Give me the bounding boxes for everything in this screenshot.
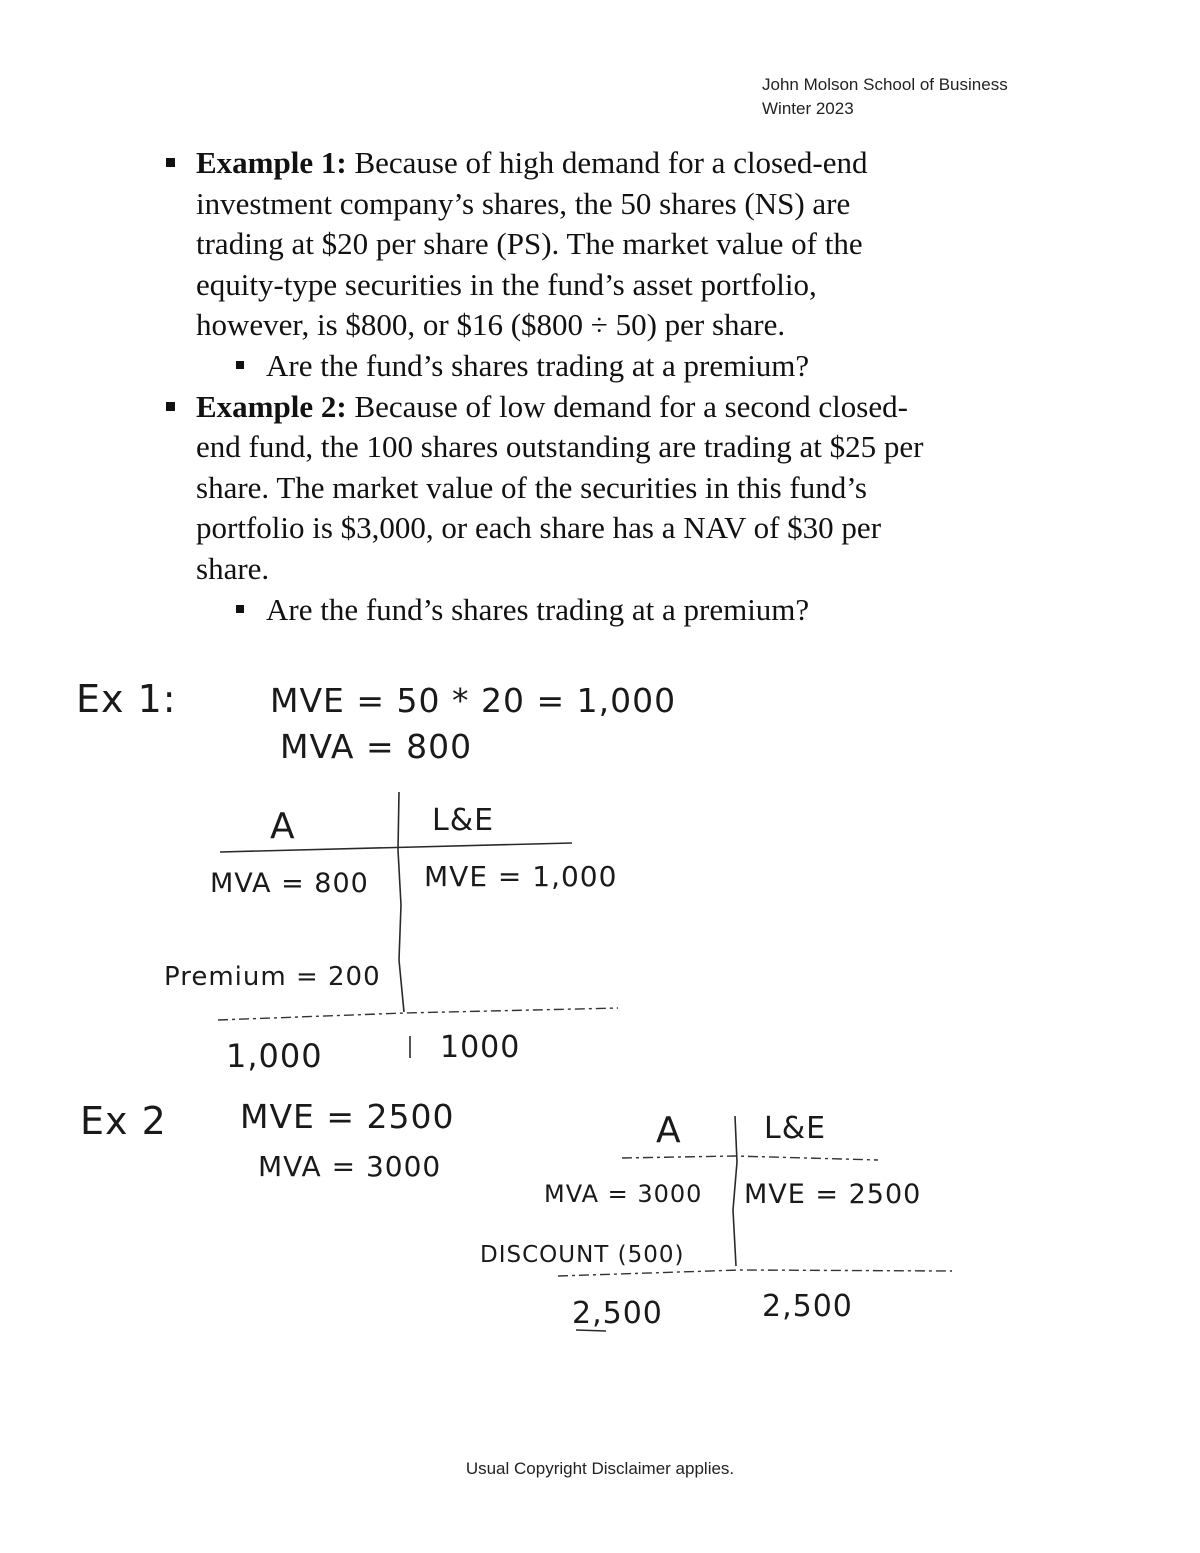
ex2-total-right: 2,500 <box>762 1289 853 1324</box>
ex1-total-left: 1,000 <box>226 1037 323 1075</box>
ex2-col-le: L&E <box>764 1111 827 1146</box>
ex1-premium: Premium = 200 <box>164 962 381 992</box>
institution-name: John Molson School of Business <box>762 75 1008 94</box>
example-2-line-3: share. The market value of the securities in this fund’s <box>196 469 867 505</box>
ex2-col-a: A <box>656 1110 682 1151</box>
term-label: Winter 2023 <box>762 99 854 118</box>
ex1-label: Ex 1: <box>76 677 177 721</box>
ex1-t-account-vertical-line <box>398 792 404 1012</box>
example-2-line-2: end fund, the 100 shares outstanding are trading at $25 per <box>196 429 924 465</box>
ex2-total-line <box>558 1270 952 1276</box>
example-1-label: Example 1: <box>196 145 347 180</box>
ex2-mve: MVE = 2500 <box>240 1097 455 1136</box>
example-1-line-1: Example 1: Because of high demand for a closed-end <box>196 145 868 180</box>
ex2-row-left: MVA = 3000 <box>544 1180 703 1208</box>
ex1-col-a: A <box>270 806 296 847</box>
example-1-line-4: equity-type securities in the fund’s asset portfolio, <box>196 266 817 302</box>
ex2-row-right: MVE = 2500 <box>744 1179 922 1210</box>
example-1-question-text: Are the fund’s shares trading at a premium? <box>266 347 810 383</box>
ex2-t-account-top-line <box>622 1156 878 1160</box>
ex1-col-le: L&E <box>432 803 495 838</box>
ex1-row-left: MVA = 800 <box>210 868 369 899</box>
example-2-line-5: share. <box>196 550 270 586</box>
example-2-question-text: Are the fund’s shares trading at a premium? <box>266 591 810 627</box>
ex2-discount: DISCOUNT (500) <box>480 1242 685 1268</box>
example-2-label: Example 2: <box>196 388 347 424</box>
example-1-line-3: trading at $20 per share (PS). The market value of the <box>196 226 863 262</box>
copyright-footer: Usual Copyright Disclaimer applies. <box>465 1459 735 1478</box>
ex2-mva: MVA = 3000 <box>258 1150 442 1183</box>
ex1-row-right: MVE = 1,000 <box>424 860 618 893</box>
ex2-label: Ex 2 <box>80 1099 167 1143</box>
ex1-mva: MVA = 800 <box>280 727 473 766</box>
example-2-line-1: Example 2: Because of low demand for a second closed- <box>196 388 908 424</box>
ex1-total-right: 1000 <box>440 1030 521 1065</box>
ex2-t-account-vertical-line <box>733 1116 737 1266</box>
ex1-mve: MVE = 50 * 20 = 1,000 <box>270 681 677 720</box>
ex2-total-left: 2,500 <box>572 1296 663 1331</box>
example-1-line-2: investment company’s shares, the 50 shares (NS) are <box>196 185 851 221</box>
example-2-line-4: portfolio is $3,000, or each share has a NAV of $30 per <box>196 510 882 546</box>
ex1-total-line <box>218 1008 618 1020</box>
ex2-total-left-underline <box>576 1330 606 1331</box>
example-1-line-5: however, is $800, or $16 ($800 ÷ 50) per share. <box>196 307 786 343</box>
